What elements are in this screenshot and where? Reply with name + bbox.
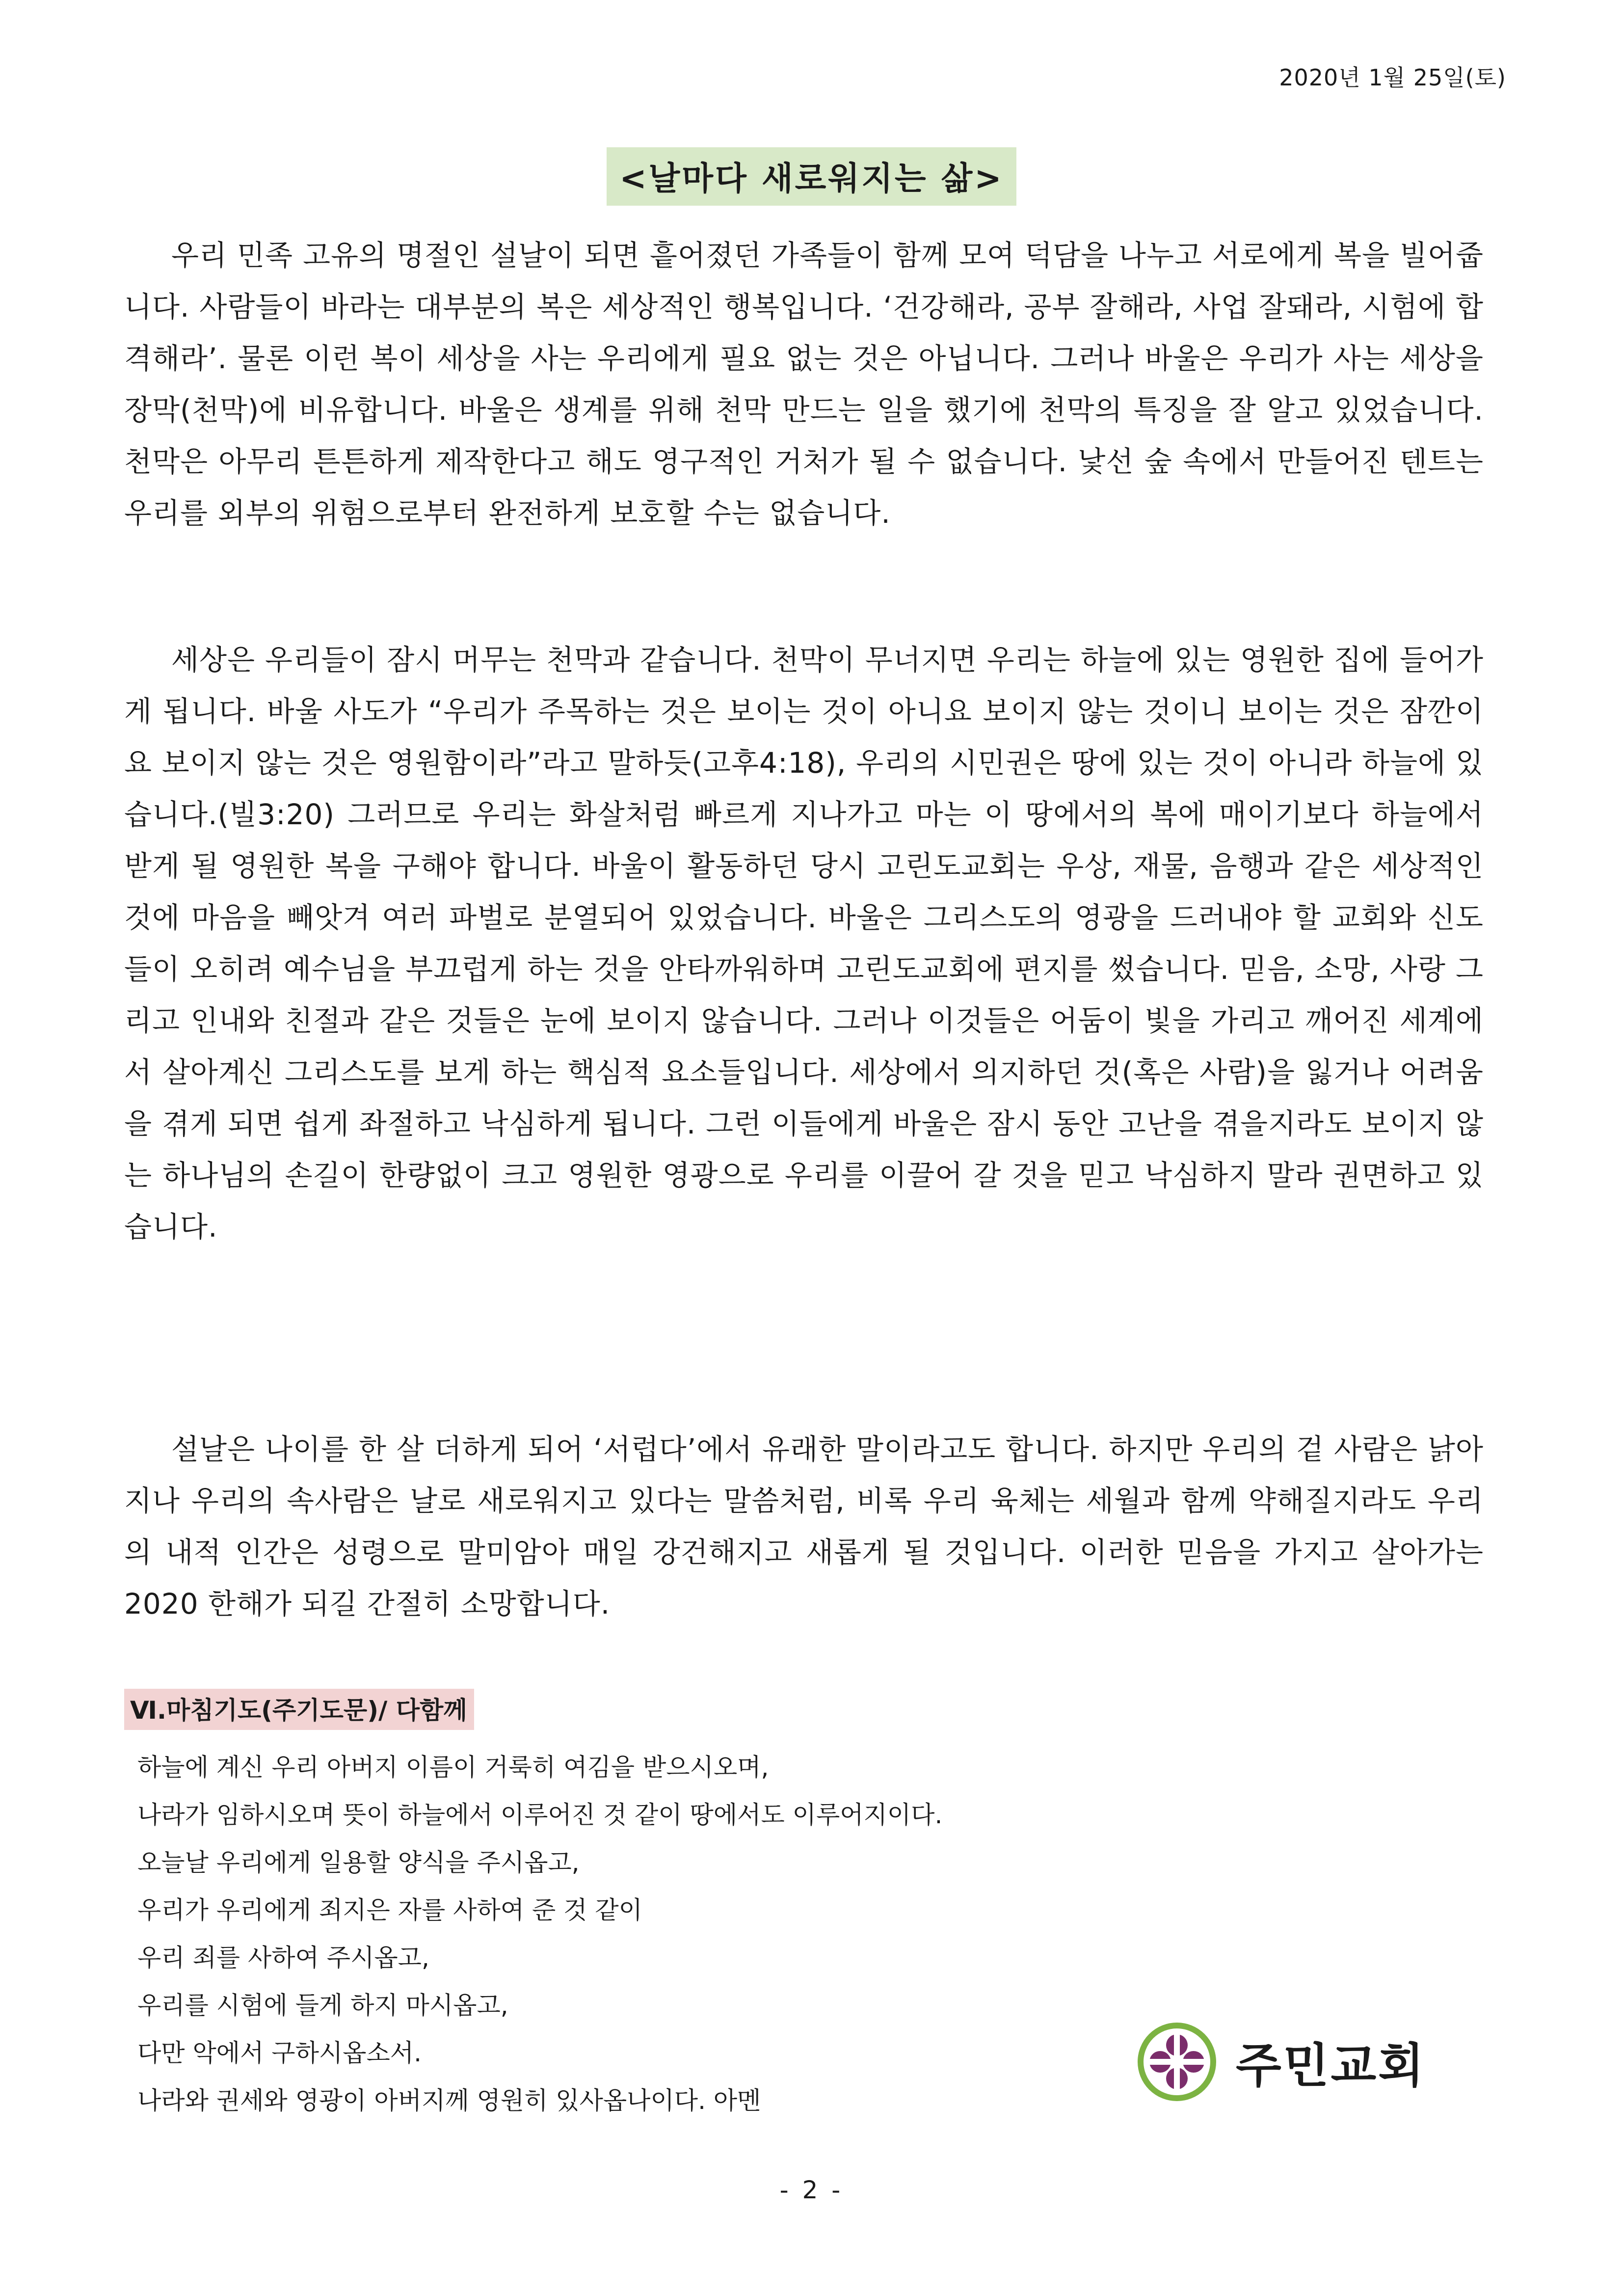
prayer-line: 우리를 시험에 들게 하지 마시옵고, xyxy=(137,1991,508,2020)
date: 2020년 1월 25일(토) xyxy=(1279,64,1506,91)
prayer-line: 나라와 권세와 영광이 아버지께 영원히 있사옵나이다. 아멘 xyxy=(137,2086,761,2115)
church-cross-emblem-icon xyxy=(1138,2023,1216,2101)
paragraph: 우리 민족 고유의 명절인 설날이 되면 흩어졌던 가족들이 함께 모여 덕담을 나누고 서로에게 복을 빌어줍니다. 사람들이 바라는 대부분의 복은 세상적인 행복입니다. ‘건강해라, 공부 잘해라, 사업 잘돼라, 시험에 합격해라’. 물론 이런 복이 세상을 사는 우리에게 필요 없는 것은 아닙니다. 그러나 바울은 우리가 사는 세상을 장막(천막)에 비유합니다. 바울은 생계를 위해 천막 만드는 일을 했기에 천막의 특징을 잘 알고 있었습니다. 천막은 아무리 튼튼하게 제작한다고 해도 영구적인 거처가 될 수 없습니다. 낯선 숲 속에서 만들어진 텐트는 우리를 외부의 위험으로부터 완전하게 보호할 수는 없습니다. xyxy=(124,239,1484,530)
page-number: - 2 - xyxy=(779,2176,844,2204)
prayer-text xyxy=(137,1744,942,2125)
page-title: <날마다 새로워지는 삶> xyxy=(607,147,1016,206)
prayer-line: 우리가 우리에게 죄지은 자를 사하여 준 것 같이 xyxy=(137,1896,642,1924)
prayer-line: 하늘에 계신 우리 아버지 이름이 거룩히 여김을 받으시오며, xyxy=(137,1753,769,1782)
section-heading: Ⅵ.마침기도(주기도문)/ 다함께 xyxy=(124,1689,474,1730)
church-name: 주민교회 xyxy=(1236,2038,1426,2093)
prayer-line: 나라가 임하시오며 뜻이 하늘에서 이루어진 것 같이 땅에서도 이루어지이다. xyxy=(137,1801,943,1829)
paragraph: 설날은 나이를 한 살 더하게 되어 ‘서럽다’에서 유래한 말이라고도 합니다. 하지만 우리의 겉 사람은 낡아지나 우리의 속사람은 날로 새로워지고 있다는 말씀처럼, 비록 우리 육체는 세월과 함께 약해질지라도 우리의 내적 인간은 성령으로 말미암아 매일 강건해지고 새롭게 될 것입니다. 이러한 믿음을 가지고 살아가는 2020 한해가 되길 간절히 소망합니다. xyxy=(124,1432,1484,1621)
prayer-line: 다만 악에서 구하시옵소서. xyxy=(137,2039,422,2067)
prayer-line: 우리 죄를 사하여 주시옵고, xyxy=(137,1944,429,1972)
prayer-line: 오늘날 우리에게 일용할 양식을 주시옵고, xyxy=(137,1848,580,1877)
church-logo xyxy=(1138,2023,1426,2101)
paragraph: 세상은 우리들이 잠시 머무는 천막과 같습니다. 천막이 무너지면 우리는 하늘에 있는 영원한 집에 들어가게 됩니다. 바울 사도가 “우리가 주목하는 것은 보이는 것이 아니요 보이지 않는 것이니 보이는 것은 잠깐이요 보이지 않는 것은 영원함이라”라고 말하듯(고후4:18), 우리의 시민권은 땅에 있는 것이 아니라 하늘에 있습니다.(빌3:20) 그러므로 우리는 화살처럼 빠르게 지나가고 마는 이 땅에서의 복에 매이기보다 하늘에서 받게 될 영원한 복을 구해야 합니다. 바울이 활동하던 당시 고린도교회는 우상, 재물, 음행과 같은 세상적인 것에 마음을 빼앗겨 여러 파벌로 분열되어 있었습니다. 바울은 그리스도의 영광을 드러내야 할 교회와 신도들이 오히려 예수님을 부끄럽게 하는 것을 안타까워하며 고린도교회에 편지를 썼습니다. 믿음, 소망, 사랑 그리고 인내와 친절과 같은 것들은 눈에 보이지 않습니다. 그러나 이것들은 어둠이 빛을 가리고 깨어진 세계에서 살아계신 그리스도를 보게 하는 핵심적 요소들입니다. 세상에서 의지하던 것(혹은 사람)을 잃거나 어려움을 겪게 되면 쉽게 좌절하고 낙심하게 됩니다. 그런 이들에게 바울은 잠시 동안 고난을 겪을지라도 보이지 않는 하나님의 손길이 한량없이 크고 영원한 영광으로 우리를 이끌어 갈 것을 믿고 낙심하지 말라 권면하고 있습니다. xyxy=(124,643,1484,1243)
